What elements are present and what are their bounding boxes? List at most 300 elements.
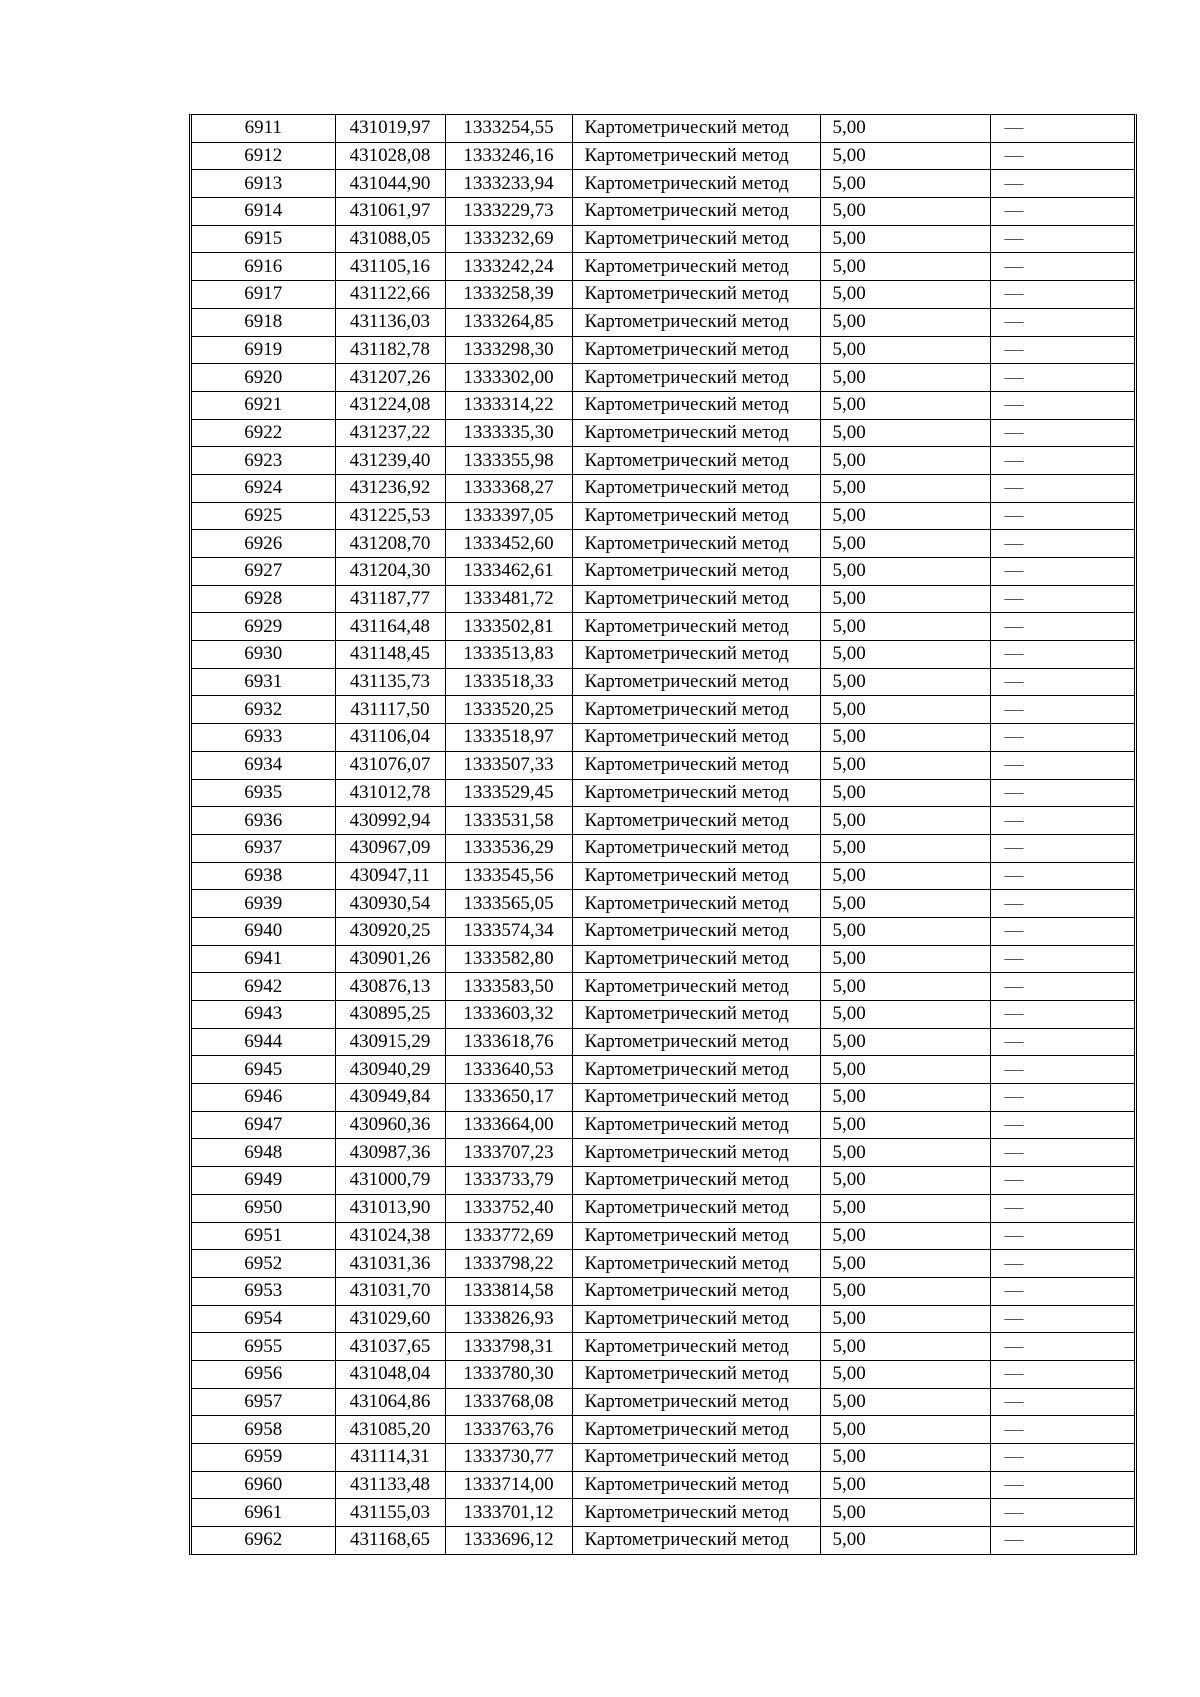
method-cell: Картометрический метод xyxy=(572,1444,820,1472)
note-cell xyxy=(990,1084,1134,1112)
method-cell: Картометрический метод xyxy=(572,585,820,613)
table-row xyxy=(192,281,1134,309)
note-cell xyxy=(990,391,1134,419)
table-row xyxy=(192,613,1134,641)
note-dash: — xyxy=(1004,643,1024,665)
method-cell: Картометрический метод xyxy=(572,1167,820,1195)
table-row xyxy=(192,1444,1134,1472)
error-cell: 5,00 xyxy=(820,1028,990,1056)
point-number-cell: 6947 xyxy=(192,1111,335,1139)
y-coordinate-cell: 1333582,80 xyxy=(445,945,572,973)
note-dash: — xyxy=(1004,1252,1024,1274)
note-dash: — xyxy=(1004,1280,1024,1302)
x-coordinate-cell: 430967,09 xyxy=(335,834,445,862)
table-row xyxy=(192,1056,1134,1084)
method-cell: Картометрический метод xyxy=(572,1360,820,1388)
note-cell xyxy=(990,1250,1134,1278)
method-cell: Картометрический метод xyxy=(572,641,820,669)
x-coordinate-cell: 430901,26 xyxy=(335,945,445,973)
note-cell xyxy=(990,1388,1134,1416)
y-coordinate-cell: 1333513,83 xyxy=(445,641,572,669)
note-cell xyxy=(990,917,1134,945)
point-number-cell: 6936 xyxy=(192,807,335,835)
method-cell: Картометрический метод xyxy=(572,336,820,364)
error-cell: 5,00 xyxy=(820,1084,990,1112)
method-cell: Картометрический метод xyxy=(572,1084,820,1112)
method-cell: Картометрический метод xyxy=(572,1305,820,1333)
note-cell xyxy=(990,890,1134,918)
point-number-cell: 6927 xyxy=(192,558,335,586)
y-coordinate-cell: 1333618,76 xyxy=(445,1028,572,1056)
table-row xyxy=(192,474,1134,502)
point-number-cell: 6918 xyxy=(192,308,335,336)
table-row xyxy=(192,890,1134,918)
y-coordinate-cell: 1333452,60 xyxy=(445,530,572,558)
y-coordinate-cell: 1333264,85 xyxy=(445,308,572,336)
point-number-cell: 6928 xyxy=(192,585,335,613)
error-cell: 5,00 xyxy=(820,1444,990,1472)
error-cell: 5,00 xyxy=(820,474,990,502)
method-cell: Картометрический метод xyxy=(572,115,820,142)
method-cell: Картометрический метод xyxy=(572,917,820,945)
point-number-cell: 6912 xyxy=(192,142,335,170)
note-dash: — xyxy=(1004,1003,1024,1025)
error-cell: 5,00 xyxy=(820,834,990,862)
error-cell: 5,00 xyxy=(820,1111,990,1139)
error-cell: 5,00 xyxy=(820,917,990,945)
note-cell xyxy=(990,751,1134,779)
x-coordinate-cell: 431028,08 xyxy=(335,142,445,170)
y-coordinate-cell: 1333701,12 xyxy=(445,1499,572,1527)
method-cell: Картометрический метод xyxy=(572,198,820,226)
note-dash: — xyxy=(1004,1169,1024,1191)
error-cell: 5,00 xyxy=(820,779,990,807)
y-coordinate-cell: 1333368,27 xyxy=(445,474,572,502)
note-dash: — xyxy=(1004,145,1024,167)
note-dash: — xyxy=(1004,338,1024,360)
error-cell: 5,00 xyxy=(820,1416,990,1444)
note-dash: — xyxy=(1004,809,1024,831)
y-coordinate-cell: 1333502,81 xyxy=(445,613,572,641)
note-dash: — xyxy=(1004,1114,1024,1136)
note-dash: — xyxy=(1004,1363,1024,1385)
note-cell xyxy=(990,1444,1134,1472)
method-cell: Картометрический метод xyxy=(572,834,820,862)
y-coordinate-cell: 1333583,50 xyxy=(445,973,572,1001)
y-coordinate-cell: 1333768,08 xyxy=(445,1388,572,1416)
note-dash: — xyxy=(1004,837,1024,859)
method-cell: Картометрический метод xyxy=(572,724,820,752)
error-cell: 5,00 xyxy=(820,1167,990,1195)
note-cell xyxy=(990,1139,1134,1167)
table-row xyxy=(192,585,1134,613)
y-coordinate-cell: 1333233,94 xyxy=(445,170,572,198)
point-number-cell: 6943 xyxy=(192,1001,335,1029)
point-number-cell: 6952 xyxy=(192,1250,335,1278)
note-dash: — xyxy=(1004,1086,1024,1108)
note-dash: — xyxy=(1004,1390,1024,1412)
error-cell: 5,00 xyxy=(820,1001,990,1029)
table-row xyxy=(192,1222,1134,1250)
y-coordinate-cell: 1333707,23 xyxy=(445,1139,572,1167)
y-coordinate-cell: 1333826,93 xyxy=(445,1305,572,1333)
error-cell: 5,00 xyxy=(820,1360,990,1388)
table-row xyxy=(192,1111,1134,1139)
y-coordinate-cell: 1333232,69 xyxy=(445,225,572,253)
table-row xyxy=(192,1139,1134,1167)
table-row xyxy=(192,1305,1134,1333)
x-coordinate-cell: 431031,70 xyxy=(335,1277,445,1305)
note-dash: — xyxy=(1004,560,1024,582)
method-cell: Картометрический метод xyxy=(572,613,820,641)
x-coordinate-cell: 431208,70 xyxy=(335,530,445,558)
note-dash: — xyxy=(1004,1224,1024,1246)
table-row xyxy=(192,308,1134,336)
x-coordinate-cell: 430876,13 xyxy=(335,973,445,1001)
error-cell: 5,00 xyxy=(820,1499,990,1527)
note-dash: — xyxy=(1004,781,1024,803)
x-coordinate-cell: 430915,29 xyxy=(335,1028,445,1056)
point-number-cell: 6923 xyxy=(192,447,335,475)
table-row xyxy=(192,1527,1134,1554)
x-coordinate-cell: 431064,86 xyxy=(335,1388,445,1416)
x-coordinate-cell: 431076,07 xyxy=(335,751,445,779)
error-cell: 5,00 xyxy=(820,198,990,226)
table-row xyxy=(192,973,1134,1001)
table-row xyxy=(192,170,1134,198)
x-coordinate-cell: 431105,16 xyxy=(335,253,445,281)
y-coordinate-cell: 1333254,55 xyxy=(445,115,572,142)
method-cell: Картометрический метод xyxy=(572,1277,820,1305)
x-coordinate-cell: 431106,04 xyxy=(335,724,445,752)
y-coordinate-cell: 1333574,34 xyxy=(445,917,572,945)
method-cell: Картометрический метод xyxy=(572,391,820,419)
table-row xyxy=(192,142,1134,170)
y-coordinate-cell: 1333780,30 xyxy=(445,1360,572,1388)
point-number-cell: 6926 xyxy=(192,530,335,558)
table-row xyxy=(192,1471,1134,1499)
point-number-cell: 6957 xyxy=(192,1388,335,1416)
method-cell: Картометрический метод xyxy=(572,142,820,170)
x-coordinate-cell: 431225,53 xyxy=(335,502,445,530)
note-dash: — xyxy=(1004,1446,1024,1468)
note-cell xyxy=(990,336,1134,364)
coordinates-table-frame xyxy=(189,114,1137,1555)
note-cell xyxy=(990,807,1134,835)
y-coordinate-cell: 1333772,69 xyxy=(445,1222,572,1250)
note-cell xyxy=(990,945,1134,973)
table-row xyxy=(192,419,1134,447)
x-coordinate-cell: 430987,36 xyxy=(335,1139,445,1167)
x-coordinate-cell: 430992,94 xyxy=(335,807,445,835)
error-cell: 5,00 xyxy=(820,142,990,170)
note-dash: — xyxy=(1004,920,1024,942)
note-dash: — xyxy=(1004,311,1024,333)
y-coordinate-cell: 1333302,00 xyxy=(445,364,572,392)
error-cell: 5,00 xyxy=(820,641,990,669)
error-cell: 5,00 xyxy=(820,1139,990,1167)
table-row xyxy=(192,696,1134,724)
y-coordinate-cell: 1333242,24 xyxy=(445,253,572,281)
error-cell: 5,00 xyxy=(820,1194,990,1222)
note-dash: — xyxy=(1004,117,1024,139)
table-row xyxy=(192,1084,1134,1112)
point-number-cell: 6929 xyxy=(192,613,335,641)
x-coordinate-cell: 431155,03 xyxy=(335,1499,445,1527)
x-coordinate-cell: 431237,22 xyxy=(335,419,445,447)
point-number-cell: 6911 xyxy=(192,115,335,142)
method-cell: Картометрический метод xyxy=(572,1527,820,1554)
error-cell: 5,00 xyxy=(820,558,990,586)
point-number-cell: 6960 xyxy=(192,1471,335,1499)
note-dash: — xyxy=(1004,1058,1024,1080)
error-cell: 5,00 xyxy=(820,225,990,253)
x-coordinate-cell: 431000,79 xyxy=(335,1167,445,1195)
x-coordinate-cell: 431148,45 xyxy=(335,641,445,669)
note-cell xyxy=(990,862,1134,890)
method-cell: Картометрический метод xyxy=(572,779,820,807)
x-coordinate-cell: 430930,54 xyxy=(335,890,445,918)
table-row xyxy=(192,668,1134,696)
note-dash: — xyxy=(1004,172,1024,194)
table-row xyxy=(192,447,1134,475)
method-cell: Картометрический метод xyxy=(572,1499,820,1527)
point-number-cell: 6951 xyxy=(192,1222,335,1250)
x-coordinate-cell: 431012,78 xyxy=(335,779,445,807)
method-cell: Картометрический метод xyxy=(572,1333,820,1361)
error-cell: 5,00 xyxy=(820,1250,990,1278)
note-dash: — xyxy=(1004,1474,1024,1496)
x-coordinate-cell: 431136,03 xyxy=(335,308,445,336)
y-coordinate-cell: 1333462,61 xyxy=(445,558,572,586)
note-dash: — xyxy=(1004,255,1024,277)
method-cell: Картометрический метод xyxy=(572,1416,820,1444)
x-coordinate-cell: 431019,97 xyxy=(335,115,445,142)
method-cell: Картометрический метод xyxy=(572,447,820,475)
x-coordinate-cell: 431182,78 xyxy=(335,336,445,364)
note-cell xyxy=(990,170,1134,198)
table-row xyxy=(192,115,1134,142)
point-number-cell: 6949 xyxy=(192,1167,335,1195)
method-cell: Картометрический метод xyxy=(572,807,820,835)
y-coordinate-cell: 1333335,30 xyxy=(445,419,572,447)
x-coordinate-cell: 431135,73 xyxy=(335,668,445,696)
note-cell xyxy=(990,308,1134,336)
error-cell: 5,00 xyxy=(820,419,990,447)
note-dash: — xyxy=(1004,1031,1024,1053)
method-cell: Картометрический метод xyxy=(572,862,820,890)
note-cell xyxy=(990,1305,1134,1333)
error-cell: 5,00 xyxy=(820,1305,990,1333)
x-coordinate-cell: 431029,60 xyxy=(335,1305,445,1333)
point-number-cell: 6940 xyxy=(192,917,335,945)
error-cell: 5,00 xyxy=(820,447,990,475)
y-coordinate-cell: 1333529,45 xyxy=(445,779,572,807)
error-cell: 5,00 xyxy=(820,281,990,309)
note-cell xyxy=(990,1527,1134,1554)
note-dash: — xyxy=(1004,394,1024,416)
note-cell xyxy=(990,696,1134,724)
x-coordinate-cell: 431133,48 xyxy=(335,1471,445,1499)
error-cell: 5,00 xyxy=(820,890,990,918)
point-number-cell: 6955 xyxy=(192,1333,335,1361)
x-coordinate-cell: 431061,97 xyxy=(335,198,445,226)
table-row xyxy=(192,502,1134,530)
y-coordinate-cell: 1333536,29 xyxy=(445,834,572,862)
y-coordinate-cell: 1333814,58 xyxy=(445,1277,572,1305)
point-number-cell: 6913 xyxy=(192,170,335,198)
note-cell xyxy=(990,1333,1134,1361)
point-number-cell: 6922 xyxy=(192,419,335,447)
x-coordinate-cell: 431031,36 xyxy=(335,1250,445,1278)
y-coordinate-cell: 1333763,76 xyxy=(445,1416,572,1444)
note-cell xyxy=(990,779,1134,807)
method-cell: Картометрический метод xyxy=(572,1111,820,1139)
method-cell: Картометрический метод xyxy=(572,419,820,447)
error-cell: 5,00 xyxy=(820,1056,990,1084)
y-coordinate-cell: 1333314,22 xyxy=(445,391,572,419)
point-number-cell: 6921 xyxy=(192,391,335,419)
y-coordinate-cell: 1333752,40 xyxy=(445,1194,572,1222)
error-cell: 5,00 xyxy=(820,613,990,641)
table-row xyxy=(192,391,1134,419)
table-row xyxy=(192,530,1134,558)
note-dash: — xyxy=(1004,421,1024,443)
error-cell: 5,00 xyxy=(820,585,990,613)
method-cell: Картометрический метод xyxy=(572,1194,820,1222)
y-coordinate-cell: 1333481,72 xyxy=(445,585,572,613)
method-cell: Картометрический метод xyxy=(572,281,820,309)
note-cell xyxy=(990,1277,1134,1305)
point-number-cell: 6917 xyxy=(192,281,335,309)
note-dash: — xyxy=(1004,1335,1024,1357)
point-number-cell: 6914 xyxy=(192,198,335,226)
point-number-cell: 6944 xyxy=(192,1028,335,1056)
note-cell xyxy=(990,1499,1134,1527)
point-number-cell: 6954 xyxy=(192,1305,335,1333)
y-coordinate-cell: 1333650,17 xyxy=(445,1084,572,1112)
point-number-cell: 6946 xyxy=(192,1084,335,1112)
x-coordinate-cell: 431044,90 xyxy=(335,170,445,198)
method-cell: Картометрический метод xyxy=(572,530,820,558)
error-cell: 5,00 xyxy=(820,364,990,392)
x-coordinate-cell: 431164,48 xyxy=(335,613,445,641)
table-row xyxy=(192,253,1134,281)
table-row xyxy=(192,1194,1134,1222)
note-cell xyxy=(990,142,1134,170)
note-dash: — xyxy=(1004,588,1024,610)
y-coordinate-cell: 1333798,22 xyxy=(445,1250,572,1278)
y-coordinate-cell: 1333520,25 xyxy=(445,696,572,724)
method-cell: Картометрический метод xyxy=(572,364,820,392)
method-cell: Картометрический метод xyxy=(572,1222,820,1250)
y-coordinate-cell: 1333229,73 xyxy=(445,198,572,226)
table-row xyxy=(192,1499,1134,1527)
note-dash: — xyxy=(1004,947,1024,969)
point-number-cell: 6959 xyxy=(192,1444,335,1472)
point-number-cell: 6915 xyxy=(192,225,335,253)
point-number-cell: 6916 xyxy=(192,253,335,281)
y-coordinate-cell: 1333714,00 xyxy=(445,1471,572,1499)
note-cell xyxy=(990,1360,1134,1388)
x-coordinate-cell: 430947,11 xyxy=(335,862,445,890)
point-number-cell: 6950 xyxy=(192,1194,335,1222)
table-row xyxy=(192,1277,1134,1305)
note-cell xyxy=(990,1222,1134,1250)
table-row xyxy=(192,364,1134,392)
error-cell: 5,00 xyxy=(820,308,990,336)
table-row xyxy=(192,336,1134,364)
note-dash: — xyxy=(1004,1529,1024,1551)
note-dash: — xyxy=(1004,532,1024,554)
method-cell: Картометрический метод xyxy=(572,225,820,253)
note-dash: — xyxy=(1004,1307,1024,1329)
error-cell: 5,00 xyxy=(820,1222,990,1250)
note-cell xyxy=(990,253,1134,281)
note-dash: — xyxy=(1004,671,1024,693)
note-cell xyxy=(990,1028,1134,1056)
point-number-cell: 6933 xyxy=(192,724,335,752)
x-coordinate-cell: 431037,65 xyxy=(335,1333,445,1361)
note-cell xyxy=(990,724,1134,752)
method-cell: Картометрический метод xyxy=(572,668,820,696)
note-cell xyxy=(990,447,1134,475)
method-cell: Картометрический метод xyxy=(572,1471,820,1499)
note-dash: — xyxy=(1004,283,1024,305)
note-cell xyxy=(990,1416,1134,1444)
point-number-cell: 6919 xyxy=(192,336,335,364)
x-coordinate-cell: 430895,25 xyxy=(335,1001,445,1029)
note-dash: — xyxy=(1004,1141,1024,1163)
error-cell: 5,00 xyxy=(820,1388,990,1416)
note-dash: — xyxy=(1004,726,1024,748)
error-cell: 5,00 xyxy=(820,530,990,558)
error-cell: 5,00 xyxy=(820,1277,990,1305)
error-cell: 5,00 xyxy=(820,391,990,419)
x-coordinate-cell: 431204,30 xyxy=(335,558,445,586)
x-coordinate-cell: 431048,04 xyxy=(335,1360,445,1388)
note-cell xyxy=(990,474,1134,502)
method-cell: Картометрический метод xyxy=(572,1028,820,1056)
table-row xyxy=(192,558,1134,586)
x-coordinate-cell: 430949,84 xyxy=(335,1084,445,1112)
table-row xyxy=(192,225,1134,253)
error-cell: 5,00 xyxy=(820,751,990,779)
method-cell: Картометрический метод xyxy=(572,1001,820,1029)
method-cell: Картометрический метод xyxy=(572,474,820,502)
point-number-cell: 6945 xyxy=(192,1056,335,1084)
x-coordinate-cell: 431207,26 xyxy=(335,364,445,392)
note-cell xyxy=(990,115,1134,142)
error-cell: 5,00 xyxy=(820,973,990,1001)
error-cell: 5,00 xyxy=(820,253,990,281)
note-dash: — xyxy=(1004,698,1024,720)
error-cell: 5,00 xyxy=(820,945,990,973)
x-coordinate-cell: 431117,50 xyxy=(335,696,445,724)
point-number-cell: 6942 xyxy=(192,973,335,1001)
error-cell: 5,00 xyxy=(820,724,990,752)
note-dash: — xyxy=(1004,200,1024,222)
note-cell xyxy=(990,1001,1134,1029)
point-number-cell: 6937 xyxy=(192,834,335,862)
error-cell: 5,00 xyxy=(820,336,990,364)
note-cell xyxy=(990,225,1134,253)
note-dash: — xyxy=(1004,366,1024,388)
method-cell: Картометрический метод xyxy=(572,751,820,779)
point-number-cell: 6962 xyxy=(192,1527,335,1554)
note-dash: — xyxy=(1004,864,1024,886)
error-cell: 5,00 xyxy=(820,807,990,835)
